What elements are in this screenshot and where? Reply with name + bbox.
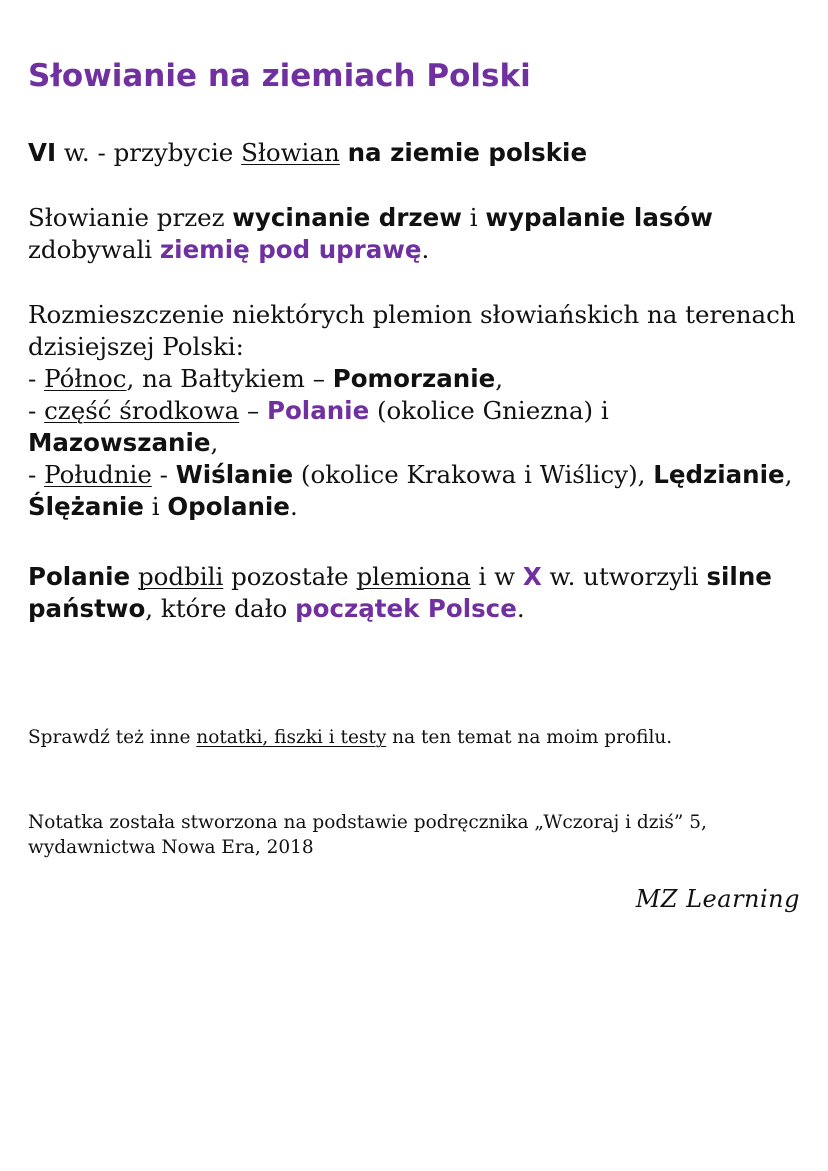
century-x: X [522, 562, 542, 591]
text: , które dało [145, 594, 296, 623]
na-ziemie-polskie: na ziemie polskie [347, 138, 588, 167]
paragraph-land [28, 202, 798, 266]
text: . [421, 235, 430, 264]
poludnie-underlined: Południe [44, 460, 152, 489]
mazowszanie: Mazowszanie [28, 428, 211, 457]
page-title: Słowianie na ziemiach Polski [28, 58, 531, 94]
polanie-bold: Polanie [28, 562, 131, 591]
wycinanie-drzew: wycinanie drzew [232, 203, 462, 232]
tribes-intro: Rozmieszczenie niektórych plemion słowiańskich na terenach dzisiejszej Polski: [28, 300, 796, 361]
text: . [289, 492, 298, 521]
note-source: Notatka została stworzona na podstawie podręcznika „Wczoraj i dziś” 5, wydawnictwa Nowa Era, 2018 [28, 812, 707, 858]
slowian-underlined: Słowian [241, 138, 340, 167]
text [340, 138, 348, 167]
text: . [516, 594, 525, 623]
century-vi: VI [28, 138, 57, 167]
ledzianie: Lędzianie [653, 460, 785, 489]
text: (okolice Gniezna) i [369, 396, 609, 425]
text: (okolice Krakowa i Wiślicy), [293, 460, 654, 489]
paragraph-tribes [28, 299, 798, 523]
polanie-purple: Polanie [267, 396, 370, 425]
text: Słowianie przez [28, 203, 233, 232]
paragraph-state [28, 561, 798, 625]
text: - [28, 364, 45, 393]
paragraph-arrival [28, 137, 798, 169]
text: na ten temat na moim profilu. [386, 727, 673, 748]
podbili-underlined: podbili [137, 562, 224, 591]
poczatek-polsce: początek Polsce [295, 594, 517, 623]
text: , [784, 460, 793, 489]
pomorzanie: Pomorzanie [332, 364, 496, 393]
text: w. - przybycie [56, 138, 242, 167]
slezanie: Ślężanie [28, 492, 144, 521]
text: - [28, 396, 45, 425]
text: i [461, 203, 486, 232]
polnoc-underlined: Północ [44, 364, 127, 393]
text: - [151, 460, 176, 489]
srodkowa-underlined: część środkowa [44, 396, 240, 425]
text: Sprawdź też inne [28, 727, 197, 748]
plemiona-underlined: plemiona [356, 562, 471, 591]
text: , na Bałtykiem – [126, 364, 333, 393]
text: , [210, 428, 219, 457]
notatki-link[interactable]: notatki, fiszki i testy [196, 727, 387, 748]
text: pozostałe [223, 562, 357, 591]
text: w. utworzyli [541, 562, 707, 591]
opolanie: Opolanie [167, 492, 290, 521]
text: , [495, 364, 504, 393]
silne-panstwo: silne państwo [28, 562, 772, 623]
text [130, 562, 138, 591]
author-signature: MZ Learning [635, 885, 800, 913]
wypalanie-lasow: wypalanie lasów [485, 203, 713, 232]
text: i [143, 492, 168, 521]
wislanie: Wiślanie [175, 460, 294, 489]
text: zdobywali [28, 235, 160, 264]
text: - [28, 460, 45, 489]
note-profile [28, 725, 798, 750]
text: – [239, 396, 268, 425]
text: i w [470, 562, 523, 591]
ziemie-pod-uprawe: ziemię pod uprawę [159, 235, 422, 264]
